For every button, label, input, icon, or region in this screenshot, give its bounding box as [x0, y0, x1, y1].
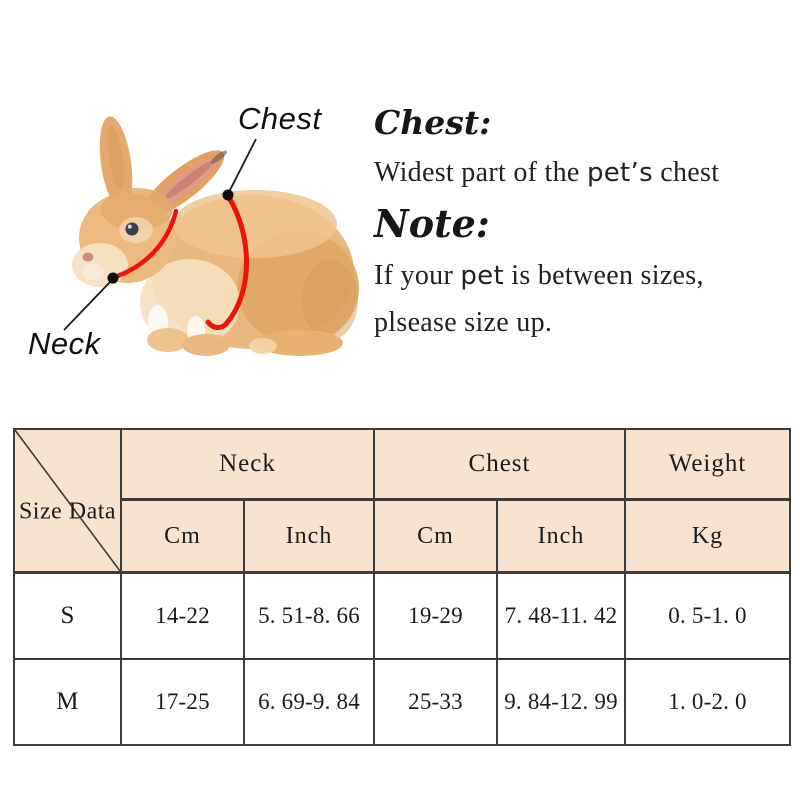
- text-part: pet: [460, 261, 504, 292]
- table-row-size-m: [14, 659, 790, 745]
- rabbit-body: [140, 190, 359, 349]
- table-unit-header-row: [14, 500, 790, 573]
- neck-point-dot: [108, 273, 119, 284]
- corner-label: Size Data: [18, 498, 117, 525]
- chest-description: [374, 154, 792, 192]
- size-label: S: [14, 573, 121, 660]
- chest-point-dot: [223, 190, 234, 201]
- unit-header-neck-inch: Inch: [244, 500, 374, 573]
- group-header-neck: Neck: [121, 429, 374, 500]
- unit-header-chest-inch: Inch: [497, 500, 625, 573]
- text-part: pet’s: [586, 157, 653, 188]
- unit-header-weight-kg: Kg: [625, 500, 790, 573]
- text-part: If your: [374, 260, 461, 292]
- size-chart-table: [13, 428, 791, 746]
- note-line-1: [374, 257, 792, 295]
- text-part: Widest part of the: [374, 156, 587, 188]
- weight-kg-value: 0. 5-1. 0: [625, 573, 790, 660]
- chest-inch-value: 7. 48-11. 42: [497, 573, 625, 660]
- chest-cm-value: 19-29: [374, 573, 497, 660]
- text-part: is between sizes,: [503, 260, 704, 292]
- neck-inch-value: 6. 69-9. 84: [244, 659, 374, 745]
- neck-cm-value: 17-25: [121, 659, 244, 745]
- chest-pointer-line: [229, 139, 256, 192]
- unit-header-chest-cm: Cm: [374, 500, 497, 573]
- table-row-size-s: [14, 573, 790, 660]
- rabbit-nose: [83, 253, 94, 262]
- chest-callout-label: Chest: [238, 101, 322, 136]
- neck-pointer-line: [64, 281, 111, 330]
- neck-cm-value: 14-22: [121, 573, 244, 660]
- note-line-2: plsease size up.: [374, 307, 553, 339]
- corner-cell: [14, 429, 121, 573]
- group-header-weight: Weight: [625, 429, 790, 500]
- neck-callout-label: Neck: [28, 326, 101, 361]
- size-label: M: [14, 659, 121, 745]
- chest-heading: Chest:: [374, 103, 492, 142]
- measuring-instructions: [374, 103, 792, 351]
- chest-cm-value: 25-33: [374, 659, 497, 745]
- table-group-header-row: [14, 429, 790, 500]
- neck-inch-value: 5. 51-8. 66: [244, 573, 374, 660]
- rabbit-eye: [126, 223, 139, 236]
- group-header-chest: Chest: [374, 429, 625, 500]
- note-heading: Note:: [374, 200, 490, 246]
- text-part: chest: [652, 156, 720, 188]
- weight-kg-value: 1. 0-2. 0: [625, 659, 790, 745]
- unit-header-neck-cm: Cm: [121, 500, 244, 573]
- chest-inch-value: 9. 84-12. 99: [497, 659, 625, 745]
